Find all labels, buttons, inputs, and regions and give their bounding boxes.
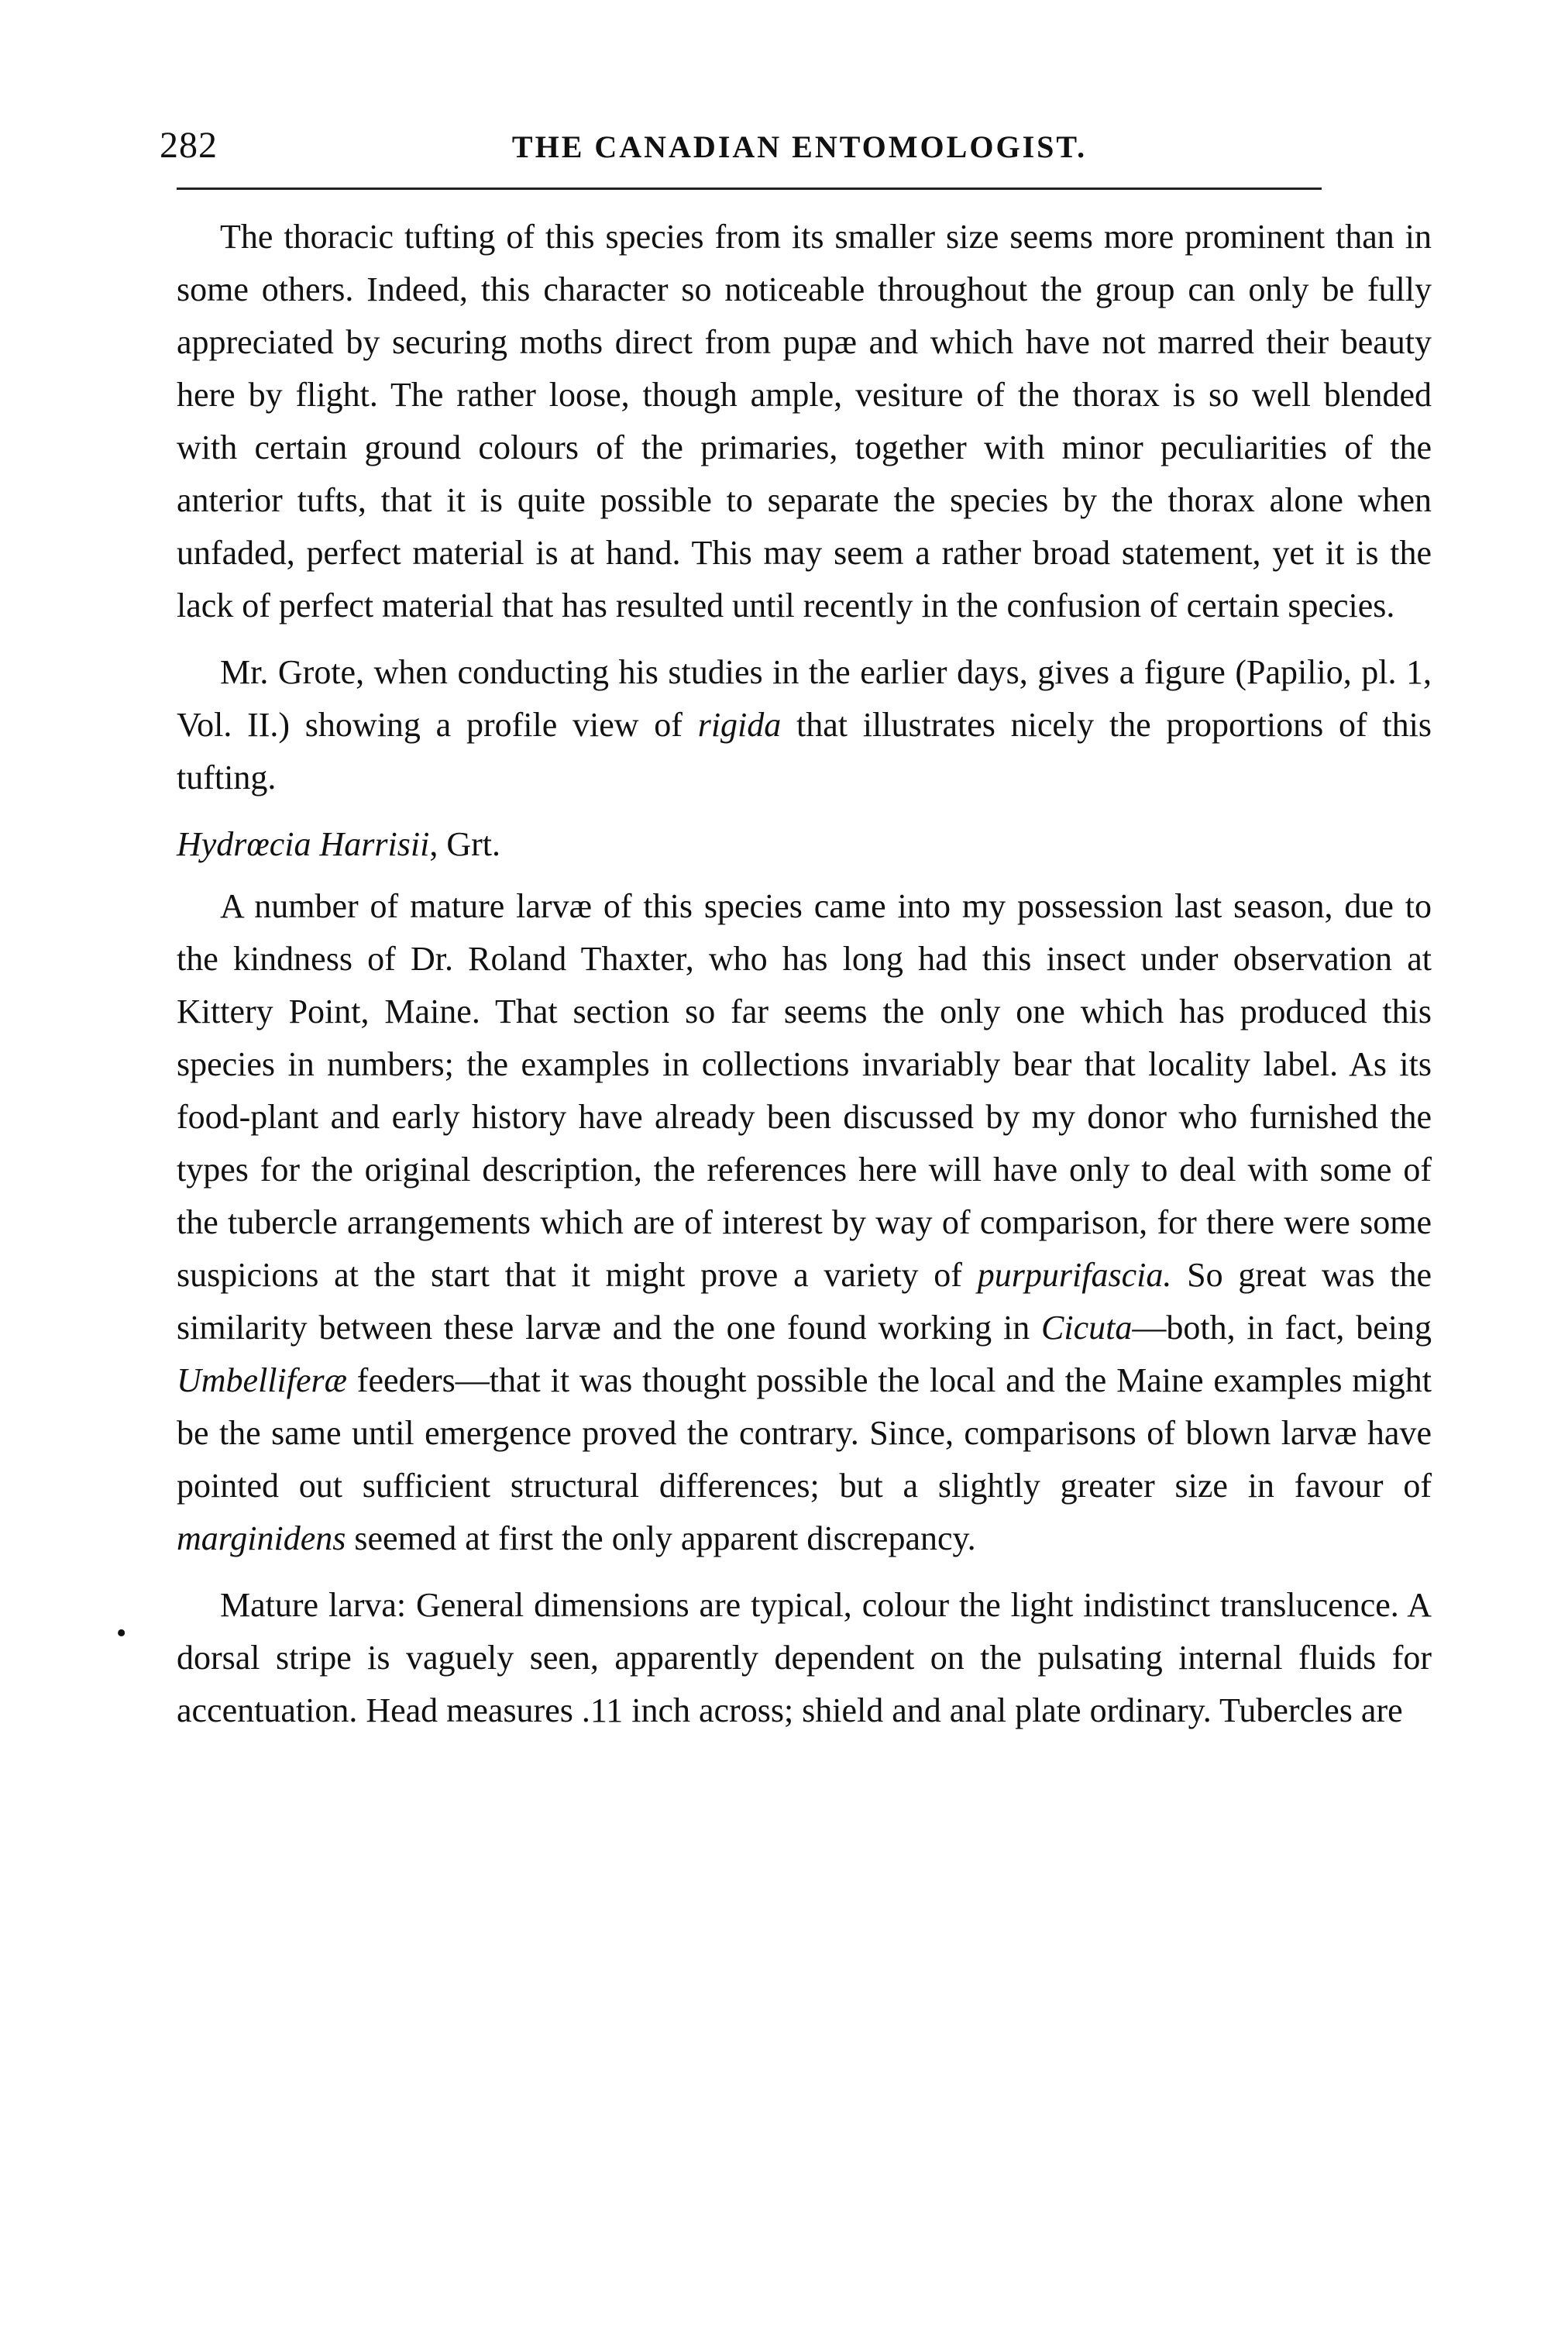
species-heading-name: Hydrœcia Harrisii [177, 825, 430, 863]
paragraph-larvae-text-1: A number of mature larvæ of this species came into my possession last season, due to the kindness of Dr. Roland Thaxter, who has long had this insect under observation at Kittery Point, Maine. That section so far seems the only one which has produced this species in numbers; the examples in collections invariably bear that locality label. As its food-plant and early history have already been discussed by my donor who furnished the types for the original description, the references here will have only to deal with some of the tubercle arrangements which are of interest by way of comparison, for there were some suspicions at the start that it might prove a variety of [177, 887, 1432, 1294]
paragraph-larvae-text-5: seemed at first the only apparent discrepancy. [346, 1519, 976, 1557]
species-name-rigida: rigida [697, 706, 782, 744]
paragraph-grote-text: Mr. Grote, when conducting his studies in the earlier days, gives a figure (Papilio, pl. 1, Vol. II.) showing a profile view of [177, 653, 1432, 744]
plant-name-cicuta: Cicuta [1041, 1309, 1133, 1347]
running-title: THE CANADIAN ENTOMOLOGIST. [511, 129, 1088, 164]
paragraph-grote [177, 646, 1432, 804]
paragraph-larvae-text-4: feeders—that it was thought possible the local and the Maine examples might be the same until emergence proved the contrary. Since, comparisons of blown larvæ have pointed out sufficient structural differences; but a slightly greater size in favour of [177, 1361, 1432, 1505]
species-name-purpurifascia: purpurifascia. [977, 1256, 1172, 1294]
paragraph-mature-larva: Mature larva: General dimensions are typical, colour the light indistinct translucence. A dorsal stripe is vaguely seen, apparently dependent on the pulsating internal fluids for accentuation. Head measures .11 inch across; shield and anal plate ordinary. Tubercles are [177, 1586, 1432, 1729]
species-heading-author: , Grt. [429, 825, 501, 863]
body-text [177, 211, 1432, 1742]
paragraph-thoracic-tufting: The thoracic tufting of this species from its smaller size seems more prominent than in some others. Indeed, this character so noticeable throughout the group can only be fully appreciated by securing moths direct from pupæ and which have not marred their beauty here by flight. The rather loose, though ample, vesiture of the thorax is so well blended with certain ground colours of the primaries, together with minor peculiarities of the anterior tufts, that it is quite possible to separate the species by the thorax alone when unfaded, perfect material is at hand. This may seem a rather broad statement, yet it is the lack of perfect material that has resulted until recently in the confusion of certain species. [177, 218, 1432, 624]
header-rule [177, 187, 1322, 190]
plant-family-umbelliferae: Umbelliferæ [177, 1361, 347, 1399]
paragraph-larvae-text-2: So great was the similarity between these larvæ and the one found working in [177, 1256, 1432, 1347]
margin-mark: • [116, 1617, 127, 1650]
paragraph-larvae-text-3: —both, in fact, being [1132, 1309, 1432, 1347]
species-name-marginidens: marginidens [177, 1519, 346, 1557]
paragraph-larvae [177, 880, 1432, 1565]
species-heading [177, 818, 1432, 871]
page-number: 282 [160, 125, 218, 166]
paragraph-grote-text-end: that illustrates nicely the proportions of this tufting. [177, 706, 1432, 796]
